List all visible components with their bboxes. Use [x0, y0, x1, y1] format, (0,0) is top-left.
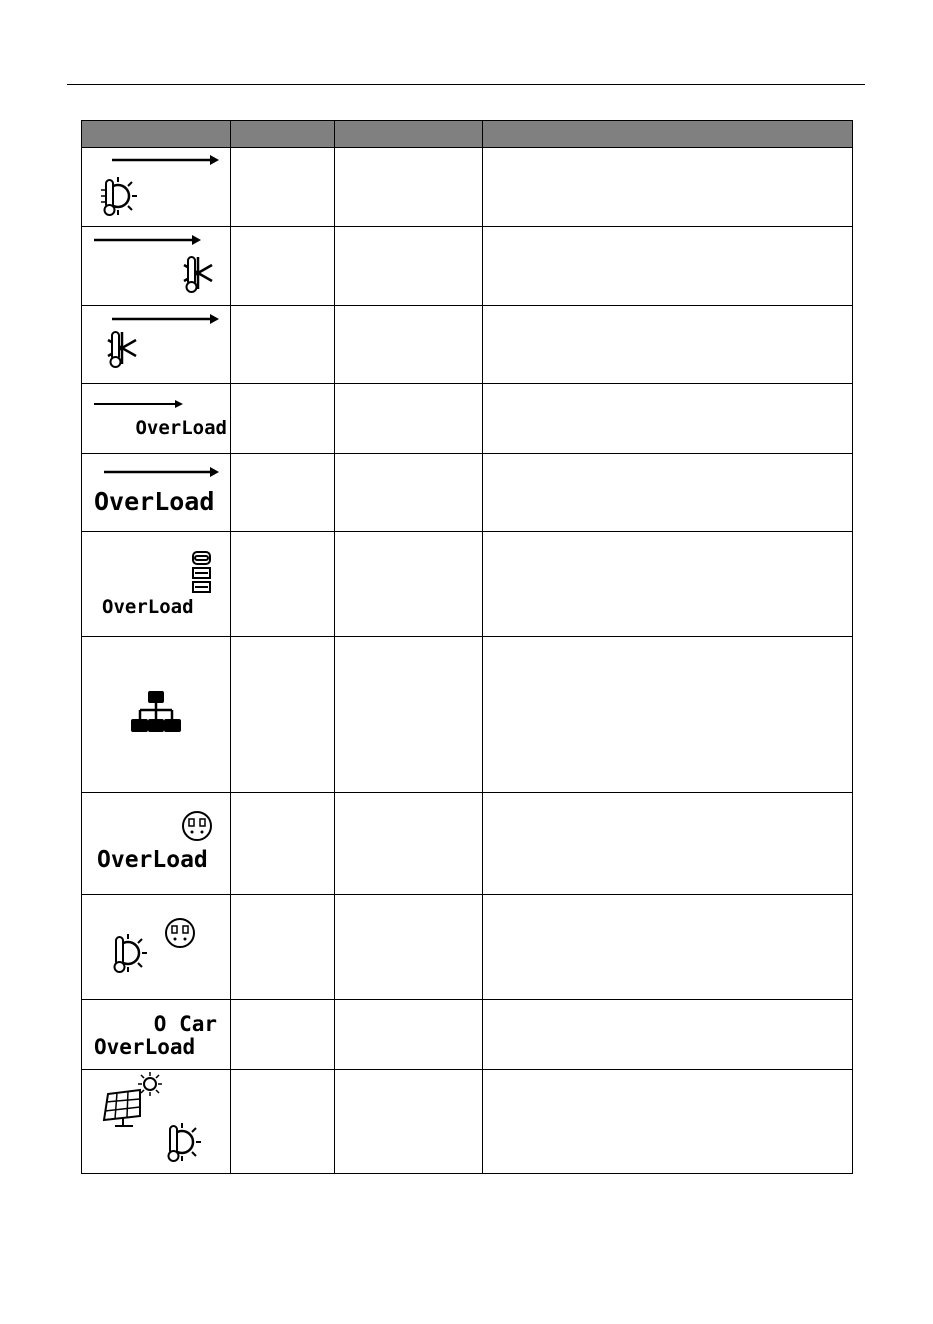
table-cell — [335, 895, 483, 1000]
icon-cell — [82, 1070, 231, 1174]
table-cell — [231, 454, 335, 532]
low-temperature-icon — [108, 332, 136, 367]
icon-cell — [82, 793, 231, 895]
table-row — [82, 793, 853, 895]
table-row — [82, 306, 853, 384]
table-cell — [231, 148, 335, 227]
table-cell — [483, 454, 853, 532]
overload-indicator: OverLoad — [97, 847, 208, 873]
table-cell — [231, 895, 335, 1000]
table-cell — [335, 306, 483, 384]
icon-cell — [82, 1000, 231, 1070]
column-header — [483, 121, 853, 148]
table-cell — [231, 532, 335, 637]
table-header-row — [82, 121, 853, 148]
table-cell — [483, 306, 853, 384]
car-outlet-indicator: O Car — [153, 1012, 217, 1036]
table-cell — [483, 895, 853, 1000]
table-cell — [231, 1070, 335, 1174]
high-temperature-icon — [115, 934, 148, 972]
icon-cell — [82, 148, 231, 227]
ac-outlet-icon — [183, 812, 211, 840]
table-row — [82, 148, 853, 227]
high-temperature-icon — [169, 1123, 202, 1161]
column-header — [335, 121, 483, 148]
table-cell — [483, 384, 853, 454]
table-cell — [483, 1000, 853, 1070]
icon-cell — [82, 454, 231, 532]
status-icon-table — [81, 120, 853, 1174]
table-cell — [335, 454, 483, 532]
table-row — [82, 895, 853, 1000]
icon-cell — [82, 306, 231, 384]
overload-indicator: OverLoad — [94, 487, 215, 516]
overload-indicator: OverLoad — [135, 417, 227, 439]
icon-cell — [82, 637, 231, 793]
table-cell — [231, 793, 335, 895]
column-header — [231, 121, 335, 148]
icon-cell — [82, 227, 231, 306]
table-cell — [335, 793, 483, 895]
table-row — [82, 227, 853, 306]
table-row — [82, 637, 853, 793]
usb-port-icon — [193, 552, 210, 592]
header-rule — [67, 84, 865, 85]
network-topology-icon — [131, 691, 181, 732]
overload-indicator: OverLoad — [94, 1035, 196, 1059]
arrow-right-icon — [104, 467, 219, 477]
arrow-right-icon — [112, 314, 219, 324]
table-cell — [483, 227, 853, 306]
table-cell — [231, 306, 335, 384]
table-row — [82, 454, 853, 532]
low-temperature-icon — [184, 257, 212, 292]
solar-panel-icon — [104, 1090, 140, 1126]
arrow-right-icon — [112, 155, 219, 165]
table-cell — [483, 1070, 853, 1174]
table-cell — [483, 793, 853, 895]
table-row — [82, 1070, 853, 1174]
sun-icon — [138, 1072, 162, 1096]
table-row — [82, 532, 853, 637]
icon-cell — [82, 895, 231, 1000]
table-row — [82, 1000, 853, 1070]
icon-cell — [82, 384, 231, 454]
ac-outlet-icon — [166, 919, 194, 947]
table-cell — [335, 148, 483, 227]
overload-indicator: OverLoad — [102, 596, 194, 618]
table-cell — [483, 532, 853, 637]
table-cell — [483, 637, 853, 793]
icon-cell — [82, 532, 231, 637]
table-cell — [231, 227, 335, 306]
table-row — [82, 384, 853, 454]
table-cell — [335, 1070, 483, 1174]
table-cell — [231, 1000, 335, 1070]
table-cell — [483, 148, 853, 227]
table-cell — [335, 227, 483, 306]
arrow-right-icon — [94, 235, 201, 245]
table-cell — [335, 1000, 483, 1070]
table-cell — [231, 637, 335, 793]
arrow-right-icon — [94, 400, 183, 408]
table-cell — [335, 384, 483, 454]
table-cell — [335, 532, 483, 637]
high-temperature-icon — [101, 177, 137, 215]
table-cell — [335, 637, 483, 793]
table-cell — [231, 384, 335, 454]
column-header — [82, 121, 231, 148]
